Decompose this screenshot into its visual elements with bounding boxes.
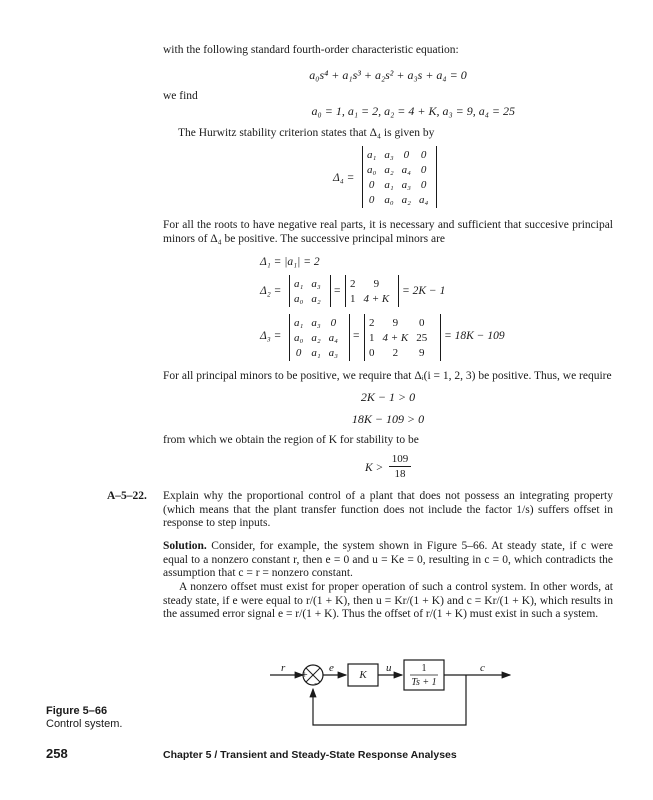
delta1-equation: Δ₁ = |a₁| = 2 (260, 256, 320, 268)
delta3-equals: = (353, 330, 360, 342)
signal-label-u: u (386, 662, 392, 674)
plant-denominator: Ts + 1 (411, 677, 437, 688)
hurwitz-text: The Hurwitz stability criterion states that Δ₄ is given by (178, 127, 435, 139)
delta3-label: Δ₃ = (260, 330, 282, 342)
delta2-result: = 2K − 1 (402, 285, 446, 297)
signal-label-e: e (329, 662, 334, 674)
junction-plus-sign: + (302, 670, 308, 681)
page-number: 258 (46, 746, 68, 761)
region-text: from which we obtain the region of K for stability to be (163, 434, 419, 446)
signal-label-c: c (480, 662, 485, 674)
delta2-equals: = (334, 285, 341, 297)
solution-paragraph-2: A nonzero offset must exist for proper operation of such a control system. In other words, at steady state, if e were equal to r/(1 + K), then u = Kr/(1 + K) and c = Kr/(1 + K), which results in the assumed error signal e = r/(1 + K). Thus the offset of r/(1 + K) must exist in such a system. (163, 581, 613, 620)
delta2-symbolic-matrix: a₁ a₃ a₀ a₂ (294, 277, 321, 305)
k-fraction-denominator: 18 (394, 468, 406, 480)
junction-minus-sign: − (314, 679, 320, 690)
figure-caption: Control system. (46, 718, 123, 730)
gain-label: K (359, 669, 367, 681)
we-find-text: we find (163, 90, 198, 102)
coefficients-equation: a₀ = 1, a₁ = 2, a₂ = 4 + K, a₃ = 9, a₄ = 25 (311, 104, 515, 118)
inequality-2: 18K − 109 > 0 (351, 412, 425, 426)
delta2-numeric-matrix: 2 9 1 4 + K (350, 277, 390, 305)
k-fraction-numerator: 109 (391, 453, 409, 465)
problem-text: Explain why the proportional control of a plant that does not possess an integrating property (which means that the plant transfer function does not include the factor 1/s) suffers offset in response to step inputs. (163, 490, 613, 529)
require-paragraph: For all principal minors to be positive, we require that Δᵢ(i = 1, 2, 3) be positive. Thus, we require (163, 370, 612, 382)
k-inequality-lhs: K > (365, 462, 384, 474)
delta4-label: Δ₄ = (333, 172, 355, 184)
matrix-row: a₁ a₃ 0 0 (367, 148, 427, 161)
matrix-row: 0 a₁ a₃ 0 (368, 178, 427, 191)
intro-line: with the following standard fourth-order characteristic equation: (163, 44, 459, 56)
delta3-result: = 18K − 109 (444, 330, 505, 342)
signal-label-r: r (281, 662, 286, 674)
inequality-1: 2K − 1 > 0 (360, 390, 416, 404)
solution-label: Solution. (163, 540, 207, 552)
chapter-footer: Chapter 5 / Transient and Steady-State Response Analyses (163, 749, 457, 761)
matrix-row: 0 a₀ a₂ a₄ (368, 193, 429, 206)
plant-numerator: 1 (421, 663, 427, 674)
matrix-row: a₀ a₂ a₄ 0 (367, 163, 427, 176)
delta2-label: Δ₂ = (260, 285, 282, 297)
figure-number: Figure 5–66 (46, 705, 108, 717)
characteristic-equation: a₀s⁴ + a₁s³ + a₂s² + a₃s + a₄ = 0 (309, 68, 467, 82)
delta3-symbolic-matrix: a₁ a₃ 0 a₀ a₂ a₄ 0 a₁ a₃ (294, 316, 338, 359)
solution-text-1: Consider, for example, the system shown in Figure 5–66. At steady state, if c were equal to a nonzero constant r, then e = 0 and u = Ke = 0, resulting in c = 0, which contradicts the assumption that c = r = nonzero constant. (163, 540, 613, 579)
minors-paragraph: For all the roots to have negative real parts, it is necessary and sufficient that succesive principal minors of Δ₄ be positive. The successive principal minors are (163, 219, 613, 245)
delta3-numeric-matrix: 2 9 0 1 4 + K 25 0 2 9 (369, 316, 428, 359)
problem-number: A–5–22. (107, 490, 147, 502)
